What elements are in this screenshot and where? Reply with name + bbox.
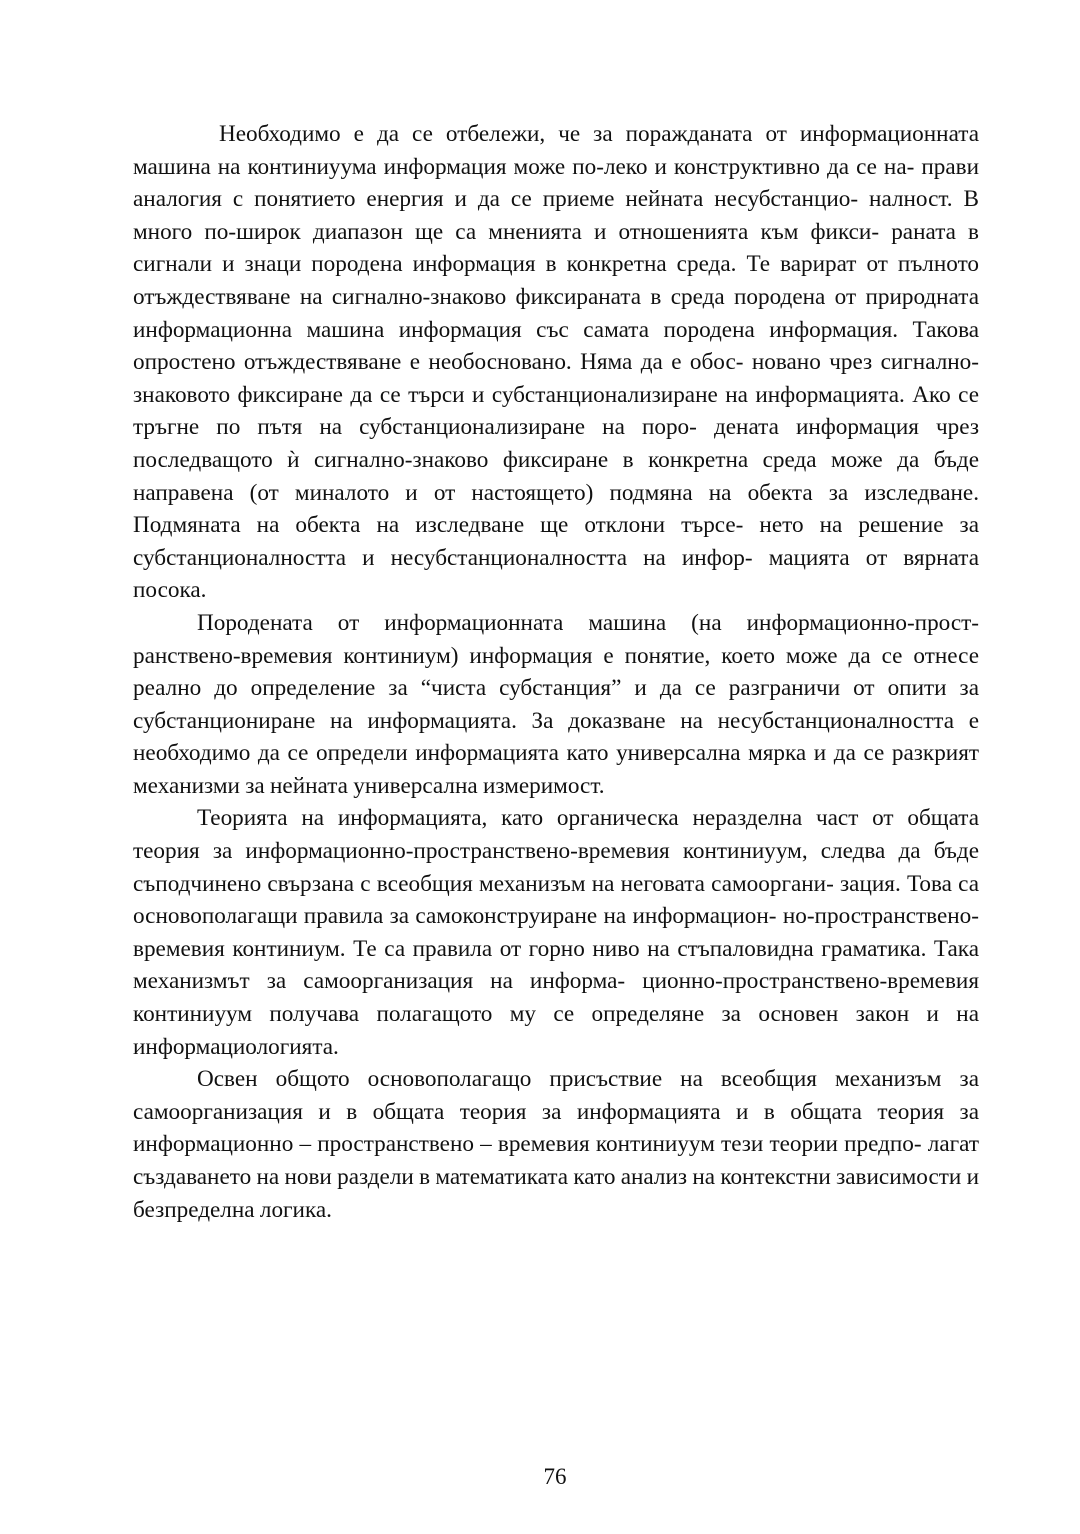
page-number: 76 [543, 1464, 567, 1489]
page-body [133, 118, 979, 1226]
paragraph-3: Теорията на информацията, като органическа неразделна част от общата теория за информационно-пространствено-времевия континиуум, следва да бъде съподчинено свързана с всеобщия механизъм на неговата самооргани- зация. Това са основополагащи правила за самоконструиране на информацион- но-пространствено-времевия континиум. Те са правила от горно ниво на стъпаловидна граматика. Така механизмът за самоорганизация на информа- ционно-пространствено-времевия континиуум получава полагащото му се определяне за основен закон и на информациологията. [133, 805, 979, 1060]
paragraph-1: Необходимо е да се отбележи, че за поражданата от информационната машина на континиуума информация може по-леко и конструктивно да се на- прави аналогия с понятието енергия и да се приеме нейната несубстанцио- налност. В много по-широк диапазон ще са мненията и отношенията към фикси- раната в сигнали и знаци породена информация в конкретна среда. Те варират от пълното отъждествяване на сигнално-знаково фиксираната в среда породена от природната информационна машина информация със самата породена информация. Такова опростено отъждествяване е необосновано. Няма да е обос- новано чрез сигнално-знаковото фиксиране да се търси и субстанционализиране на информацията. Ако се тръгне по пътя на субстанционализиране на поро- дената информация чрез последващото ѝ сигнално-знаково фиксиране в конкретна среда може да бъде направена (от миналото и от настоящето) подмяна на обекта за изследване. Подмяната на обекта на изследване ще отклони търсе- нето на решение за субстанционалността и несубстанционалността на инфор- мацията от вярната посока. [133, 121, 979, 604]
paragraph-2: Породената от информационната машина (на информационно-прост- ранствено-времевия континиум) информация е понятие, което може да се отнесе реално до определение за “чиста субстанция” и да се разграничи от опити за субстанциониране на информацията. За доказване на несубстанционалността е необходимо да се определи информацията като универсална мярка и да се разкрият механизми за нейната универсална измеримост. [133, 609, 979, 799]
paragraph-4: Освен общото основополагащо присъствие на всеобщия механизъм за самоорганизация и в общата теория за информацията и в общата теория за информационно – пространствено – времевия континиуум тези теории предпо- лагат създаването на нови раздели в математиката като анализ на контекстни зависимости и безпределна логика. [133, 1066, 979, 1223]
